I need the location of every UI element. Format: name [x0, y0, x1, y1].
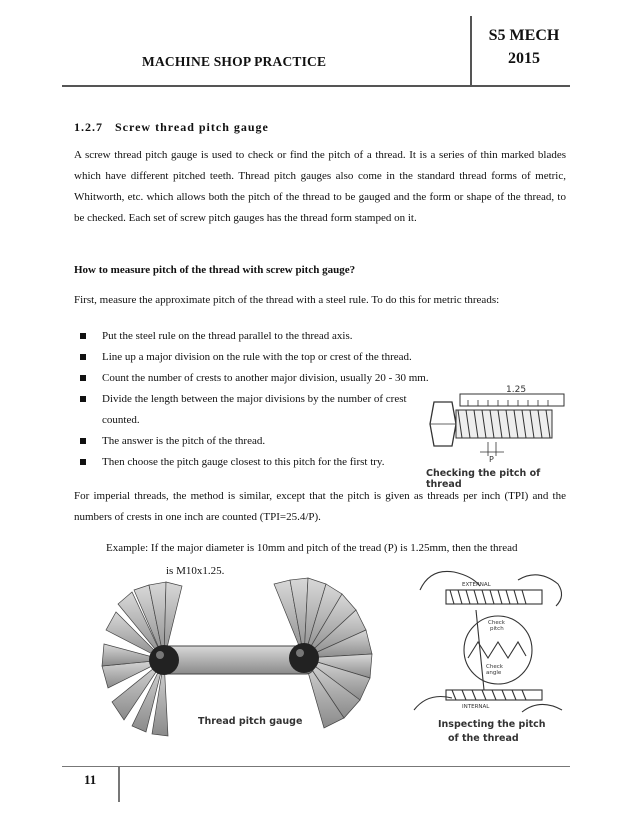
- label-check-pitch-1: Check: [488, 620, 505, 626]
- header-divider-horizontal: [62, 85, 570, 87]
- inspecting-caption-line-1: Inspecting the pitch: [438, 719, 546, 730]
- intro-paragraph: A screw thread pitch gauge is used to check or find the pitch of a thread. It is a series of thin marked blades which have different pitched teeth. Thread pitch gauges also come in the standard thread forms of metric, Whitworth, etc. which allows both the pitch of the thread to be gauged and the form or shape of the thread, to be checked. Each set of screw pitch gauges has the thread form stamped on it.: [74, 149, 566, 224]
- page-number: 11: [84, 772, 97, 787]
- label-external: EXTERNAL: [462, 582, 491, 588]
- header-year: 2015: [508, 50, 540, 67]
- example-line-1: Example: If the major diameter is 10mm and pitch of the tread (P) is 1.25mm, then the thread: [106, 542, 518, 554]
- thread-with-rule-illustration: [424, 384, 574, 464]
- list-item: Then choose the pitch gauge closest to this pitch for the first try.: [78, 452, 438, 473]
- label-check-angle-1: Check: [486, 664, 503, 670]
- inspecting-figure: [406, 560, 570, 760]
- first-line: First, measure the approximate pitch of the thread with a steel rule. To do this for metric threads:: [74, 294, 500, 306]
- thread-pitch-gauge-figure: [94, 570, 394, 750]
- gauge-caption: Thread pitch gauge: [198, 716, 303, 727]
- header-title: MACHINE SHOP PRACTICE: [142, 54, 327, 69]
- list-item: Line up a major division on the rule with the top or crest of the thread.: [78, 347, 438, 368]
- label-internal: INTERNAL: [462, 704, 490, 710]
- inspecting-caption: [438, 718, 546, 746]
- pitch-label: P: [489, 455, 494, 464]
- list-item: Divide the length between the major divisions by the number of crest counted.: [78, 389, 418, 431]
- inspecting-caption-line-2: of the thread: [448, 733, 519, 744]
- list-item: The answer is the pitch of the thread.: [78, 431, 438, 452]
- subheading: How to measure pitch of the thread with screw pitch gauge?: [74, 264, 356, 276]
- label-check-pitch-2: pitch: [490, 626, 504, 632]
- inspecting-illustration: [406, 560, 570, 720]
- section-heading: [74, 120, 269, 135]
- list-item: Count the number of crests to another major division, usually 20 - 30 mm.: [78, 368, 438, 389]
- checking-pitch-figure: [424, 384, 574, 490]
- footer-divider-vertical: [118, 766, 120, 802]
- checking-caption: Checking the pitch of thread: [426, 468, 541, 490]
- header-divider-vertical: [470, 16, 472, 86]
- example-line-2: is M10x1.25.: [166, 565, 225, 577]
- section-title: Screw thread pitch gauge: [115, 120, 269, 134]
- rule-label: 1.25: [506, 385, 527, 395]
- footer-divider-horizontal: [62, 766, 570, 767]
- header-course-code: [476, 24, 572, 70]
- imperial-paragraph: For imperial threads, the method is similar, except that the pitch is given as threads per inch (TPI) and the numbers of crests in one inch are counted (TPI=25.4/P).: [74, 490, 566, 523]
- list-item: Put the steel rule on the thread parallel to the thread axis.: [78, 326, 438, 347]
- label-check-angle-2: angle: [486, 670, 502, 676]
- header-course-name: S5 MECH: [488, 27, 560, 44]
- bullet-list: [78, 326, 438, 473]
- section-number: 1.2.7: [74, 120, 103, 134]
